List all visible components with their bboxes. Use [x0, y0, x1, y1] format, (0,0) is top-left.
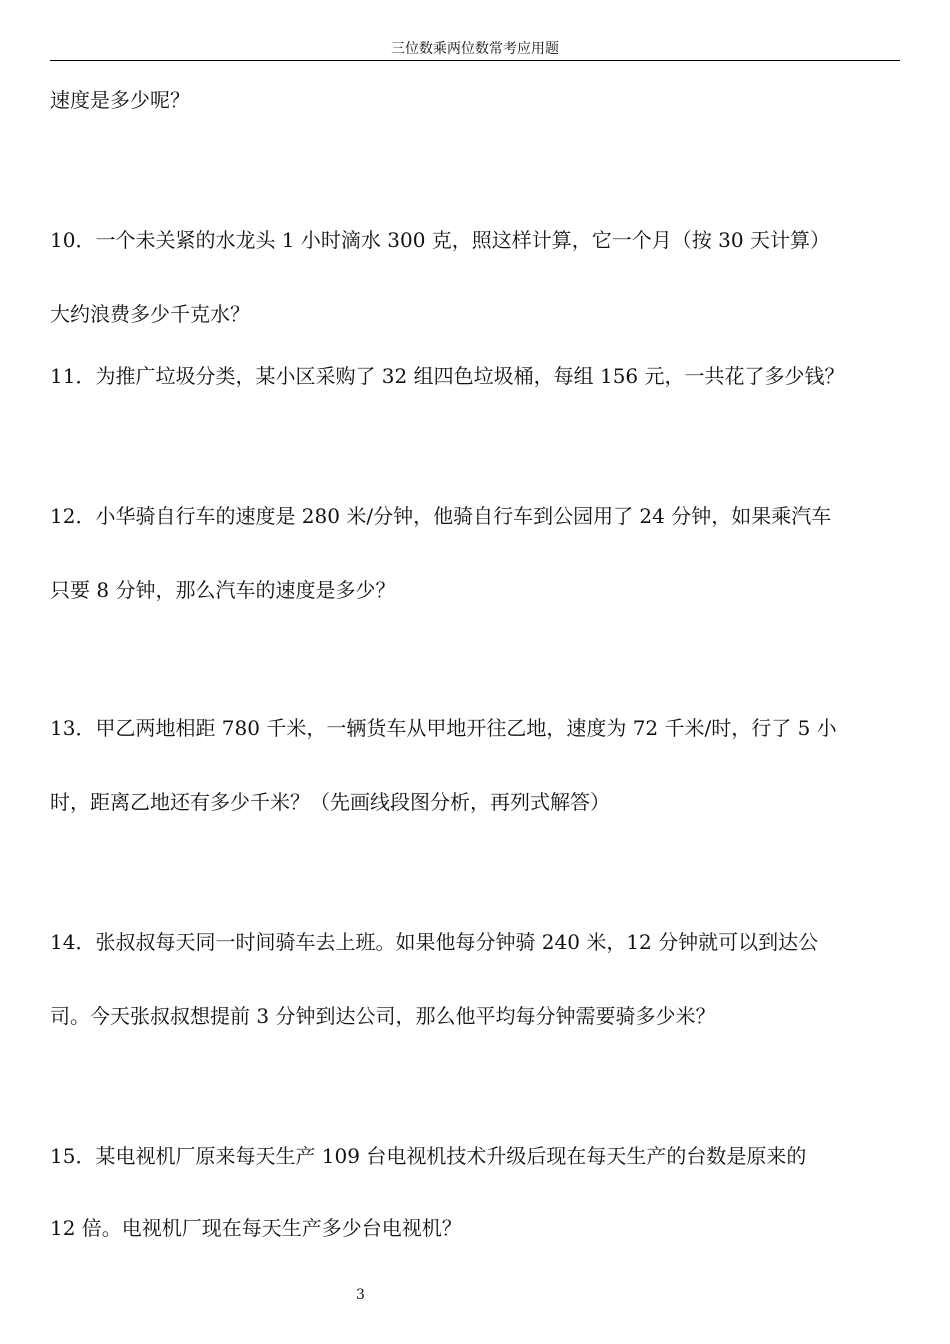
problem-15-line-1: 15．某电视机厂原来每天生产 109 台电视机技术升级后现在每天生产的台数是原来的 [50, 1144, 807, 1168]
problem-12-line-1: 12．小华骑自行车的速度是 280 米/分钟，他骑自行车到公园用了 24 分钟，如果乘汽车 [50, 504, 832, 528]
problem-14-line-1: 14．张叔叔每天同一时间骑车去上班。如果他每分钟骑 240 米，12 分钟就可以到达公 [50, 930, 819, 954]
problem-15-line-2: 12 倍。电视机厂现在每天生产多少台电视机？ [50, 1216, 462, 1240]
problem-14-line-2: 司。今天张叔叔想提前 3 分钟到达公司，那么他平均每分钟需要骑多少米？ [50, 1004, 716, 1028]
problem-10-line-2: 大约浪费多少千克水？ [50, 302, 250, 326]
problem-13-line-2: 时，距离乙地还有多少千米？（先画线段图分析，再列式解答） [50, 790, 610, 814]
page-number: 3 [356, 1287, 365, 1303]
problem-12-line-2: 只要 8 分钟，那么汽车的速度是多少？ [50, 578, 396, 602]
page-header [50, 38, 900, 61]
problem-9-continuation: 速度是多少呢？ [50, 88, 190, 112]
header-title: 三位数乘两位数常考应用题 [391, 41, 559, 57]
problem-11-line-1: 11．为推广垃圾分类，某小区采购了 32 组四色垃圾桶，每组 156 元，一共花了多少钱？ [50, 364, 845, 388]
problem-13-line-1: 13．甲乙两地相距 780 千米，一辆货车从甲地开往乙地，速度为 72 千米/时，行了 5 小 [50, 716, 837, 740]
problem-10-line-1: 10．一个未关紧的水龙头 1 小时滴水 300 克，照这样计算，它一个月（按 30 天计算） [50, 228, 830, 252]
